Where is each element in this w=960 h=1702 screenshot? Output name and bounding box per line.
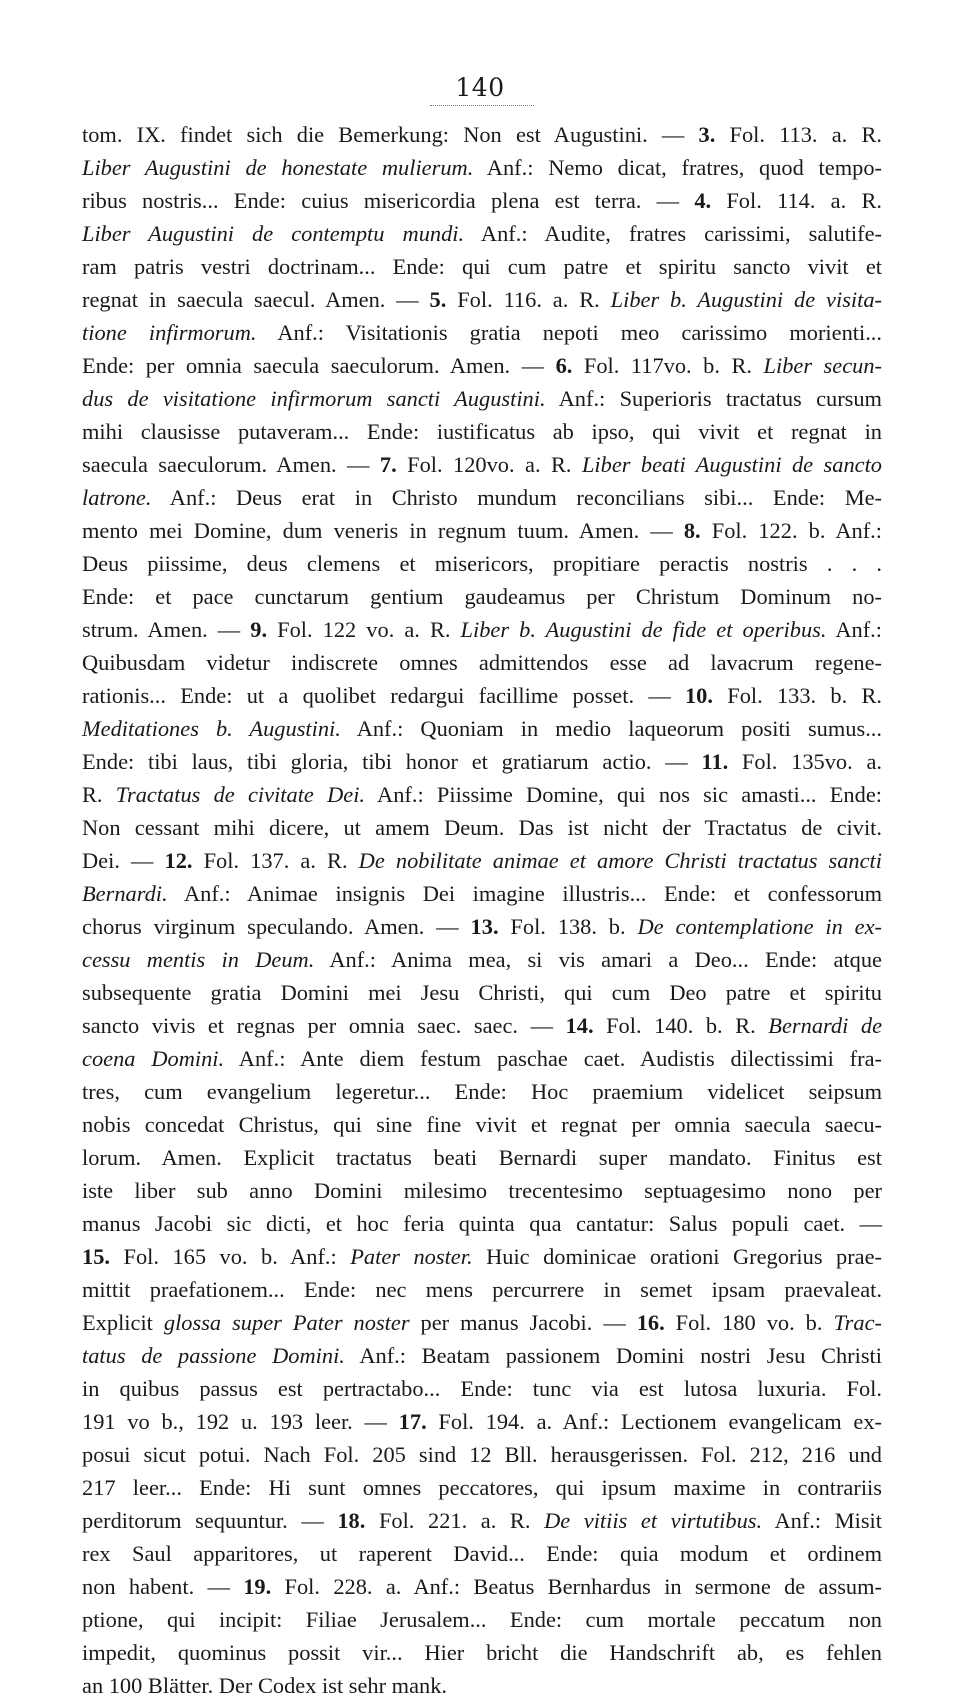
text-line	[82, 1603, 882, 1636]
text-line	[82, 415, 882, 448]
item-number: 11.	[701, 749, 729, 774]
text-segment: Anf.: Visitationis gratia nepoti meo carissimo morienti...	[256, 320, 882, 345]
text-segment: Anf.: Piissime Domine, qui nos sic amasti... Ende:	[365, 782, 882, 807]
text-segment: Deus piissime, deus clemens et misericors, propitiare peractis nostris . . .	[82, 551, 882, 576]
text-segment: subsequente gratia Domini mei Jesu Christi, qui cum Deo patre et spiritu	[82, 980, 882, 1005]
text-line	[82, 745, 882, 778]
text-segment: Anf.: Deus erat in Christo mundum reconcilians sibi... Ende: Me-	[151, 485, 882, 510]
text-segment: 191 vo b., 192 u. 193 leer. —	[82, 1409, 399, 1434]
text-segment: manus Jacobi sic dicti, et hoc feria quinta qua cantatur: Salus populi caet. —	[82, 1211, 882, 1236]
text-line	[82, 580, 882, 613]
text-line	[82, 316, 882, 349]
item-number: 7.	[379, 452, 397, 477]
text-segment: Fol. 120vo. a. R.	[396, 452, 582, 477]
title-text: De vitiis et virtutibus.	[544, 1508, 763, 1533]
text-line	[82, 778, 882, 811]
text-segment: 217 leer... Ende: Hi sunt omnes peccatores, qui ipsum maxime in contrariis	[82, 1475, 882, 1500]
text-line	[82, 448, 882, 481]
text-segment: mittit praefationem... Ende: nec mens percurrere in semet ipsam praevaleat.	[82, 1277, 882, 1302]
item-number: 6.	[555, 353, 573, 378]
title-text: dus de visitatione infirmorum sancti Augustini.	[82, 386, 546, 411]
text-line	[82, 1570, 882, 1603]
text-segment: ptione, qui incipit: Filiae Jerusalem... Ende: cum mortale peccatum non	[82, 1607, 882, 1632]
text-segment: chorus virginum speculando. Amen. —	[82, 914, 471, 939]
text-segment: strum. Amen. —	[82, 617, 251, 642]
title-text: latrone.	[82, 485, 152, 510]
text-line	[82, 1240, 882, 1273]
text-segment: Anf.: Beatam passionem Domini nostri Jesu Christi	[344, 1343, 882, 1368]
text-line	[82, 481, 882, 514]
item-number: 16.	[636, 1310, 665, 1335]
title-text: Tractatus de civitate Dei.	[115, 782, 366, 807]
text-line	[82, 613, 882, 646]
item-number: 12.	[164, 848, 193, 873]
text-segment: Ende: tibi laus, tibi gloria, tibi honor et gratiarum actio. —	[82, 749, 702, 774]
item-number: 13.	[470, 914, 499, 939]
text-segment: Fol. 116. a. R.	[446, 287, 611, 312]
title-text: De nobilitate animae et amore Christi tractatus sancti	[358, 848, 882, 873]
item-number: 15.	[82, 1244, 110, 1269]
text-segment: Fol. 137. a. R.	[192, 848, 359, 873]
text-segment: Fol. 117vo. b. R.	[572, 353, 764, 378]
text-line	[82, 1141, 882, 1174]
text-line	[82, 184, 882, 217]
item-number: 3.	[698, 122, 716, 147]
text-segment: rex Saul apparitores, ut raperent David... Ende: quia modum et ordinem	[82, 1541, 882, 1566]
text-segment: an 100 Blätter. Der Codex ist sehr mank.	[82, 1673, 448, 1698]
text-line	[82, 1207, 882, 1240]
title-text: coena Domini.	[82, 1046, 225, 1071]
title-text: Meditationes b. Augustini.	[82, 716, 341, 741]
text-segment: Fol. 113. a. R.	[715, 122, 883, 147]
text-line	[82, 943, 882, 976]
text-line	[82, 844, 882, 877]
text-line	[82, 976, 882, 1009]
title-text: cessu mentis in Deum.	[82, 947, 315, 972]
text-segment: perditorum sequuntur. —	[82, 1508, 338, 1533]
text-segment: Anf.: Animae insignis Dei imagine illustris... Ende: et confessorum	[167, 881, 882, 906]
title-text: De contemplatione in ex-	[637, 914, 882, 939]
text-line	[82, 349, 882, 382]
text-line	[82, 514, 882, 547]
text-line	[82, 547, 882, 580]
text-segment: iste liber sub anno Domini milesimo trecentesimo septuagesimo nono per	[82, 1178, 882, 1203]
text-line	[82, 1273, 882, 1306]
text-line	[82, 1636, 882, 1669]
text-segment: ribus nostris... Ende: cuius misericordia plena est terra. —	[82, 188, 695, 213]
title-text: Liber b. Augustini de fide et operibus.	[460, 617, 827, 642]
text-line	[82, 1669, 882, 1702]
text-segment: rationis... Ende: ut a quolibet redargui facillime posset. —	[82, 683, 685, 708]
title-text: Liber Augustini de contemptu mundi.	[82, 221, 465, 246]
text-segment: mento mei Domine, dum veneris in regnum tuum. Amen. —	[82, 518, 684, 543]
item-number: 19.	[243, 1574, 272, 1599]
text-line	[82, 1504, 882, 1537]
text-segment: Fol. 165 vo. b. Anf.:	[110, 1244, 351, 1269]
text-segment: Anf.: Audite, fratres carissimi, salutife-	[464, 221, 883, 246]
text-segment: Anf.: Nemo dicat, fratres, quod tempo-	[473, 155, 882, 180]
text-segment: Huic dominicae orationi Gregorius prae-	[472, 1244, 883, 1269]
text-segment: Anf.: Quoniam in medio laqueorum positi sumus...	[340, 716, 882, 741]
item-number: 8.	[683, 518, 701, 543]
text-segment: Fol. 133. b. R.	[712, 683, 882, 708]
text-segment: impedit, quominus possit vir... Hier bricht die Handschrift ab, es fehlen	[82, 1640, 882, 1665]
text-segment: Anf.:	[826, 617, 882, 642]
item-number: 5.	[429, 287, 447, 312]
text-segment: ram patris vestri doctrinam... Ende: qui cum patre et spiritu sancto vivit et	[82, 254, 882, 279]
title-text: Trac-	[833, 1310, 882, 1335]
text-segment: Ende: et pace cunctarum gentium gaudeamus per Christum Dominum no-	[82, 584, 882, 609]
text-segment: Anf.: Ante diem festum paschae caet. Audistis dilectissimi fra-	[224, 1046, 882, 1071]
text-segment: Dei. —	[82, 848, 165, 873]
text-segment: regnat in saecula saecul. Amen. —	[82, 287, 430, 312]
text-line	[82, 1009, 882, 1042]
text-segment: tom. IX. findet sich die Bemerkung: Non est Augustini. —	[82, 122, 699, 147]
text-segment: Anf.: Superioris tractatus cursum	[545, 386, 882, 411]
text-line	[82, 646, 882, 679]
text-line	[82, 1174, 882, 1207]
text-line	[82, 1471, 882, 1504]
text-line	[82, 1306, 882, 1339]
text-segment: sancto vivis et regnas per omnia saec. saec. —	[82, 1013, 566, 1038]
title-text: Liber Augustini de honestate mulierum.	[82, 155, 474, 180]
text-line	[82, 118, 882, 151]
page-number: 140	[455, 73, 505, 102]
text-segment: tres, cum evangelium legeretur... Ende: Hoc praemium videlicet seipsum	[82, 1079, 882, 1104]
text-segment: Non cessant mihi dicere, ut amem Deum. Das ist nicht der Tractatus de civit.	[82, 815, 882, 840]
text-line	[82, 151, 882, 184]
item-number: 17.	[398, 1409, 427, 1434]
text-segment: per manus Jacobi. —	[409, 1310, 637, 1335]
text-segment: posui sicut potui. Nach Fol. 205 sind 12 Bll. herausgerissen. Fol. 212, 216 und	[82, 1442, 882, 1467]
text-segment: R.	[82, 782, 116, 807]
text-segment: Fol. 180 vo. b.	[664, 1310, 834, 1335]
text-line	[82, 811, 882, 844]
text-line	[82, 1372, 882, 1405]
text-segment: Quibusdam videtur indiscrete omnes admittendos esse ad lavacrum regene-	[82, 650, 882, 675]
title-text: tatus de passione Domini.	[82, 1343, 345, 1368]
text-segment: Fol. 114. a. R.	[711, 188, 882, 213]
text-segment: in quibus passus est pertractabo... Ende: tunc via est lutosa luxuria. Fol.	[82, 1376, 882, 1401]
text-line	[82, 877, 882, 910]
title-text: tione infirmorum.	[82, 320, 257, 345]
text-segment: saecula saeculorum. Amen. —	[82, 452, 380, 477]
item-number: 4.	[694, 188, 712, 213]
text-line	[82, 679, 882, 712]
text-line	[82, 910, 882, 943]
text-segment: nobis concedat Christus, qui sine fine vivit et regnat per omnia saecula saecu-	[82, 1112, 882, 1137]
text-segment: Fol. 140. b. R.	[593, 1013, 769, 1038]
text-segment: Fol. 221. a. R.	[365, 1508, 545, 1533]
item-number: 18.	[337, 1508, 366, 1533]
title-text: Liber beati Augustini de sancto	[581, 452, 882, 477]
text-line	[82, 250, 882, 283]
text-line	[82, 712, 882, 745]
text-segment: Fol. 228. a. Anf.: Beatus Bernhardus in sermone de assum-	[271, 1574, 882, 1599]
title-text: Bernardi.	[82, 881, 168, 906]
text-line	[82, 1108, 882, 1141]
text-segment: Fol. 122. b. Anf.:	[700, 518, 882, 543]
text-line	[82, 382, 882, 415]
text-line	[82, 217, 882, 250]
text-segment: Fol. 194. a. Anf.: Lectionem evangelicam ex-	[426, 1409, 882, 1434]
text-line	[82, 283, 882, 316]
item-number: 10.	[684, 683, 713, 708]
body-text	[82, 118, 882, 1702]
text-line	[82, 1405, 882, 1438]
text-line	[82, 1339, 882, 1372]
text-segment: lorum. Amen. Explicit tractatus beati Bernardi super mandato. Finitus est	[82, 1145, 882, 1170]
title-text: Pater noster.	[350, 1244, 473, 1269]
title-text: glossa super Pater noster	[163, 1310, 410, 1335]
item-number: 9.	[250, 617, 268, 642]
text-segment: non habent. —	[82, 1574, 244, 1599]
text-line	[82, 1438, 882, 1471]
text-line	[82, 1042, 882, 1075]
text-segment: Anf.: Anima mea, si vis amari a Deo... Ende: atque	[314, 947, 882, 972]
text-line	[82, 1075, 882, 1108]
text-segment: Ende: per omnia saecula saeculorum. Amen. —	[82, 353, 556, 378]
header-rule	[430, 105, 534, 106]
item-number: 14.	[565, 1013, 594, 1038]
text-segment: Anf.: Misit	[762, 1508, 882, 1533]
text-segment: Fol. 138. b.	[498, 914, 638, 939]
text-segment: Fol. 122 vo. a. R.	[267, 617, 461, 642]
title-text: Bernardi de	[768, 1013, 883, 1038]
text-segment: mihi clausisse putaveram... Ende: iustificatus ab ipso, qui vivit et regnat in	[82, 419, 882, 444]
text-line	[82, 1537, 882, 1570]
title-text: Liber secun-	[763, 353, 882, 378]
text-segment: Fol. 135vo. a.	[728, 749, 882, 774]
title-text: Liber b. Augustini de visita-	[610, 287, 883, 312]
text-segment: Explicit	[82, 1310, 164, 1335]
